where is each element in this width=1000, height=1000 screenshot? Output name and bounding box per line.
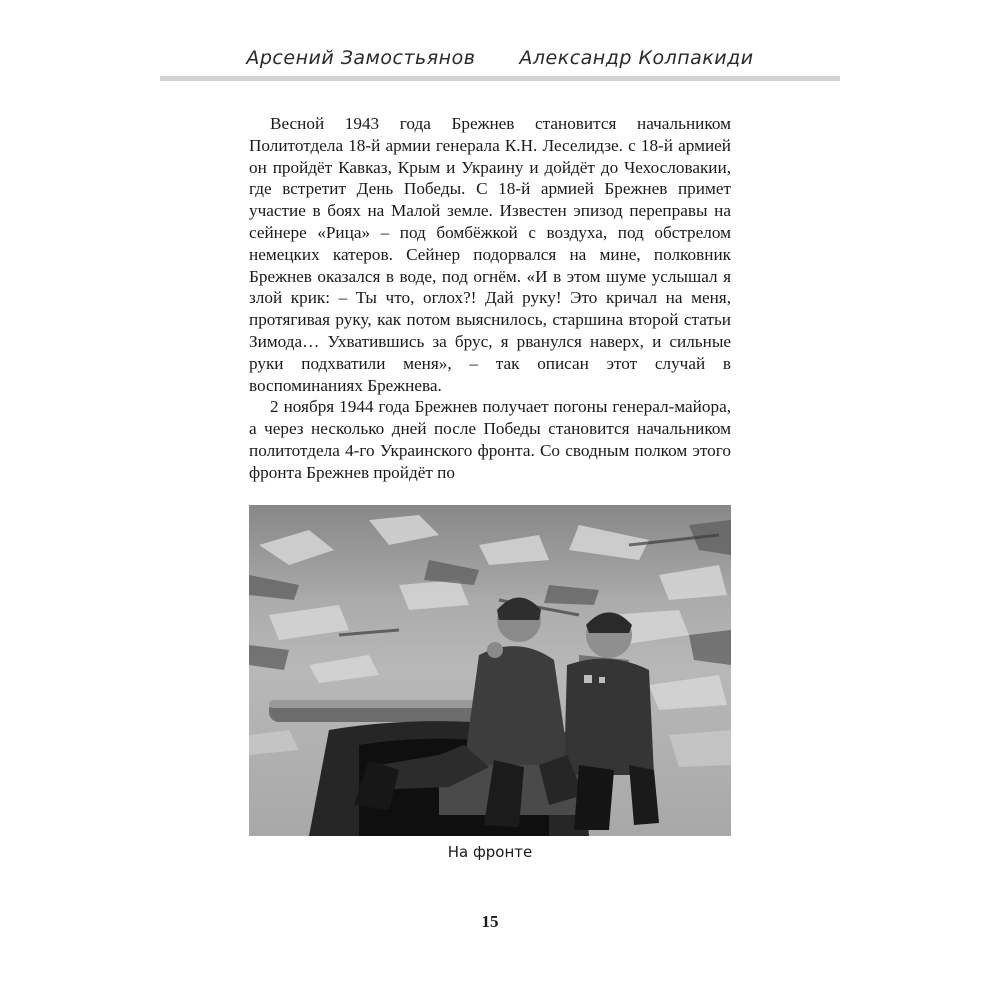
body-text	[249, 113, 731, 484]
header-author-1: Арсений Замостьянов	[246, 47, 476, 69]
page-number: 15	[481, 912, 499, 931]
running-head	[160, 40, 840, 76]
war-photograph	[249, 505, 731, 836]
paragraph-2: 2 ноября 1944 года Брежнев получает погоны генерал-майора, а через несколько дней после Победы становится начальником политотдела 4-го Украинского фронта. Со сводным полком этого фронта Брежнев пройдёт по	[249, 397, 731, 482]
header-rule	[160, 76, 840, 81]
paragraph-1: Весной 1943 года Брежнев становится начальником Политотдела 18-й армии генерала К.Н. Леселидзе. с 18-й армией он пройдёт Кавказ, Крым и Украину и дойдёт до Чехословакии, где встретит День Победы. С 18-й армией Брежнев примет участие в боях на Малой земле. Известен эпизод переправы на сейнере «Рица» – под бомбёжкой с воздуха, под обстрелом немецких катеров. Сейнер подорвался на мине, полковник Брежнев оказался в воде, под огнём. «И в этом шуме услышал я злой крик: – Ты что, оглох?! Дай руку! Это кричал на меня, протягивая руку, как потом выяснилось, старшина второй статьи Зимода… Ухватившись за брус, я рванулся наверх, и сильные руки подхватили меня», – так описан этот случай в воспоминаниях Брежнева.	[249, 114, 731, 395]
header-author-2: Александр Колпакиди	[519, 47, 754, 69]
figure-caption: На фронте	[447, 843, 533, 861]
